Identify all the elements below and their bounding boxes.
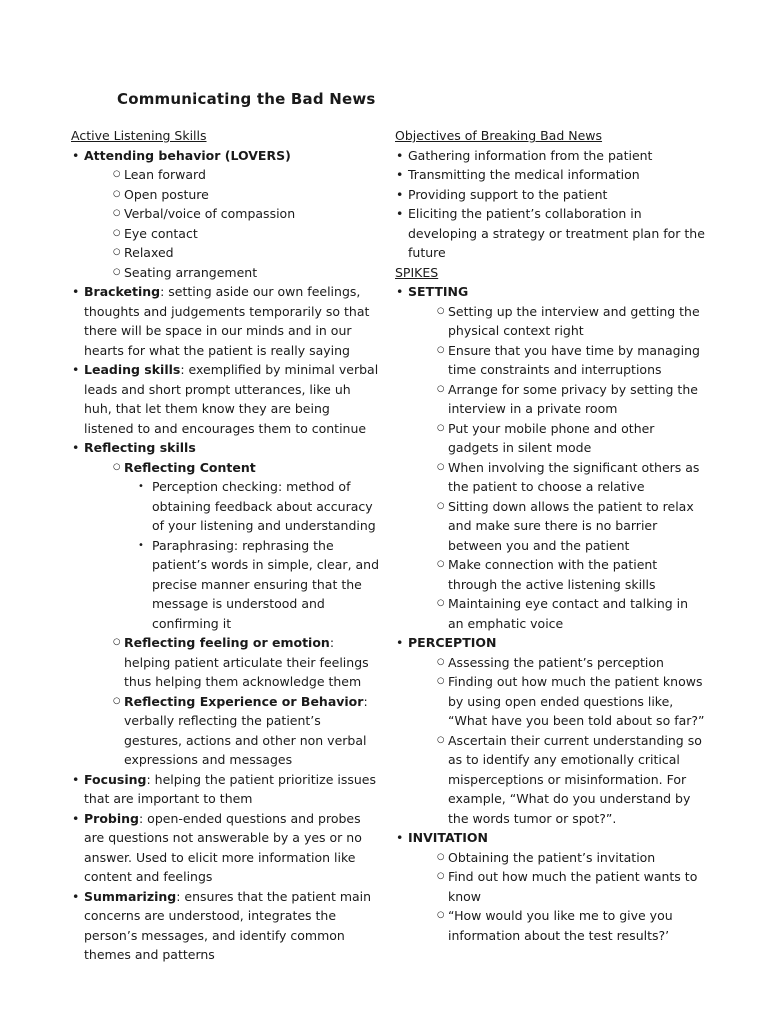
reflecting-experience-text: : verbally reflecting the patient’s gestures, actions and other non verbal expressions and messages (124, 693, 368, 767)
list-item: • Paraphrasing: rephrasing the patient’s words in simple, clear, and precise manner ensuring that the message is understood and confirming it (138, 536, 381, 634)
left-column (71, 126, 381, 965)
list-item: ○ Put your mobile phone and other gadgets in silent mode (438, 419, 705, 458)
list-item: • Eliciting the patient’s collaboration in developing a strategy or treatment plan for the future (395, 204, 705, 263)
list-item: ○ Maintaining eye contact and talking in an emphatic voice (438, 594, 705, 633)
list-item: ○ Sitting down allows the patient to relax and make sure there is no barrier between you and the patient (438, 497, 705, 556)
reflecting-experience-term: Reflecting Experience or Behavior (124, 693, 364, 709)
invitation-term: INVITATION (408, 830, 488, 845)
reflecting-term: Reflecting skills (84, 440, 196, 455)
leading-item (71, 360, 381, 438)
focusing-text: : helping the patient prioritize issues that are important to them (84, 771, 376, 806)
list-item: ○ Arrange for some privacy by setting the interview in a private room (438, 380, 705, 419)
list-item: • Transmitting the medical information (395, 165, 705, 185)
reflecting-feeling-text: : helping patient articulate their feelings thus helping them acknowledge them (124, 635, 369, 689)
list-item: ○ Eye contact (114, 224, 381, 244)
list-item: ○ “How would you like me to give you information about the test results?’ (438, 906, 705, 945)
list-item: ○ Seating arrangement (114, 263, 381, 283)
list-item: ○ Open posture (114, 185, 381, 205)
list-item: ○ Verbal/voice of compassion (114, 204, 381, 224)
attending-item (71, 146, 381, 283)
list-item: ○ Setting up the interview and getting the physical context right (438, 302, 705, 341)
reflecting-sublist (84, 458, 381, 770)
list-item: ○ Ascertain their current understanding so as to identify any emotionally critical misperceptions or misinformation. For example, “What do you understand by the words tumor or spot?”. (438, 731, 705, 829)
list-item: ○ Obtaining the patient’s invitation (438, 848, 705, 868)
list-item: ○ Relaxed (114, 243, 381, 263)
reflecting-content-item (114, 458, 381, 634)
list-item: ○ When involving the significant others as the patient to choose a relative (438, 458, 705, 497)
probing-item (71, 809, 381, 887)
leading-text: : exemplified by minimal verbal leads and short prompt utterances, like uh huh, that let them know they are being listened to and encourages them to continue (84, 362, 379, 436)
focusing-term: Focusing (84, 771, 147, 787)
objectives-heading: Objectives of Breaking Bad News (395, 128, 603, 143)
list-item: • Perception checking: method of obtaining feedback about accuracy of your listening and understanding (138, 477, 381, 536)
active-listening-heading: Active Listening Skills (71, 128, 207, 143)
invitation-item (395, 828, 705, 945)
list-item: • Gathering information from the patient (395, 146, 705, 166)
perception-item (395, 633, 705, 828)
setting-term: SETTING (408, 284, 469, 299)
summarizing-term: Summarizing (84, 888, 177, 904)
active-listening-list (71, 146, 381, 965)
reflecting-feeling-term: Reflecting feeling or emotion (124, 635, 330, 650)
perception-term: PERCEPTION (408, 635, 497, 650)
reflecting-experience-item (114, 692, 381, 770)
perception-sublist (408, 653, 705, 829)
list-item: ○ Lean forward (114, 165, 381, 185)
leading-term: Leading skills (84, 362, 181, 377)
setting-item (395, 282, 705, 633)
probing-term: Probing (84, 810, 139, 826)
bracketing-item (71, 282, 381, 360)
bracketing-text: : setting aside our own feelings, thoughts and judgements temporarily so that there will be space in our minds and in our hearts for what the patient is really saying (84, 284, 370, 358)
list-item: ○ Finding out how much the patient knows by using open ended questions like, “What have you been told about so far?” (438, 672, 705, 731)
reflecting-content-term: Reflecting Content (124, 459, 256, 475)
spikes-heading: SPIKES (395, 264, 439, 280)
attending-sublist (84, 165, 381, 282)
list-item: ○ Assessing the patient’s perception (438, 653, 705, 673)
invitation-sublist (408, 848, 705, 946)
list-item: • Providing support to the patient (395, 185, 705, 205)
spikes-list (395, 282, 705, 945)
objectives-list (395, 146, 705, 263)
summarizing-item (71, 887, 381, 965)
probing-text: : open-ended questions and probes are questions not answerable by a yes or no answer. Used to elicit more information like content and feelings (84, 810, 362, 884)
focusing-item (71, 770, 381, 809)
setting-sublist (408, 302, 705, 634)
list-item: ○ Ensure that you have time by managing time constraints and interruptions (438, 341, 705, 380)
attending-term: Attending behavior (LOVERS) (84, 147, 291, 163)
reflecting-feeling-item (114, 633, 381, 692)
bracketing-term: Bracketing (84, 284, 161, 299)
list-item: ○ Find out how much the patient wants to know (438, 867, 705, 906)
page-title: Communicating the Bad News (117, 90, 376, 108)
reflecting-item (71, 438, 381, 770)
right-column (395, 126, 705, 945)
list-item: ○ Make connection with the patient through the active listening skills (438, 555, 705, 594)
summarizing-text: : ensures that the patient main concerns are understood, integrates the person’s messages, and identify common themes and patterns (84, 888, 372, 962)
reflecting-content-sublist (124, 477, 381, 633)
